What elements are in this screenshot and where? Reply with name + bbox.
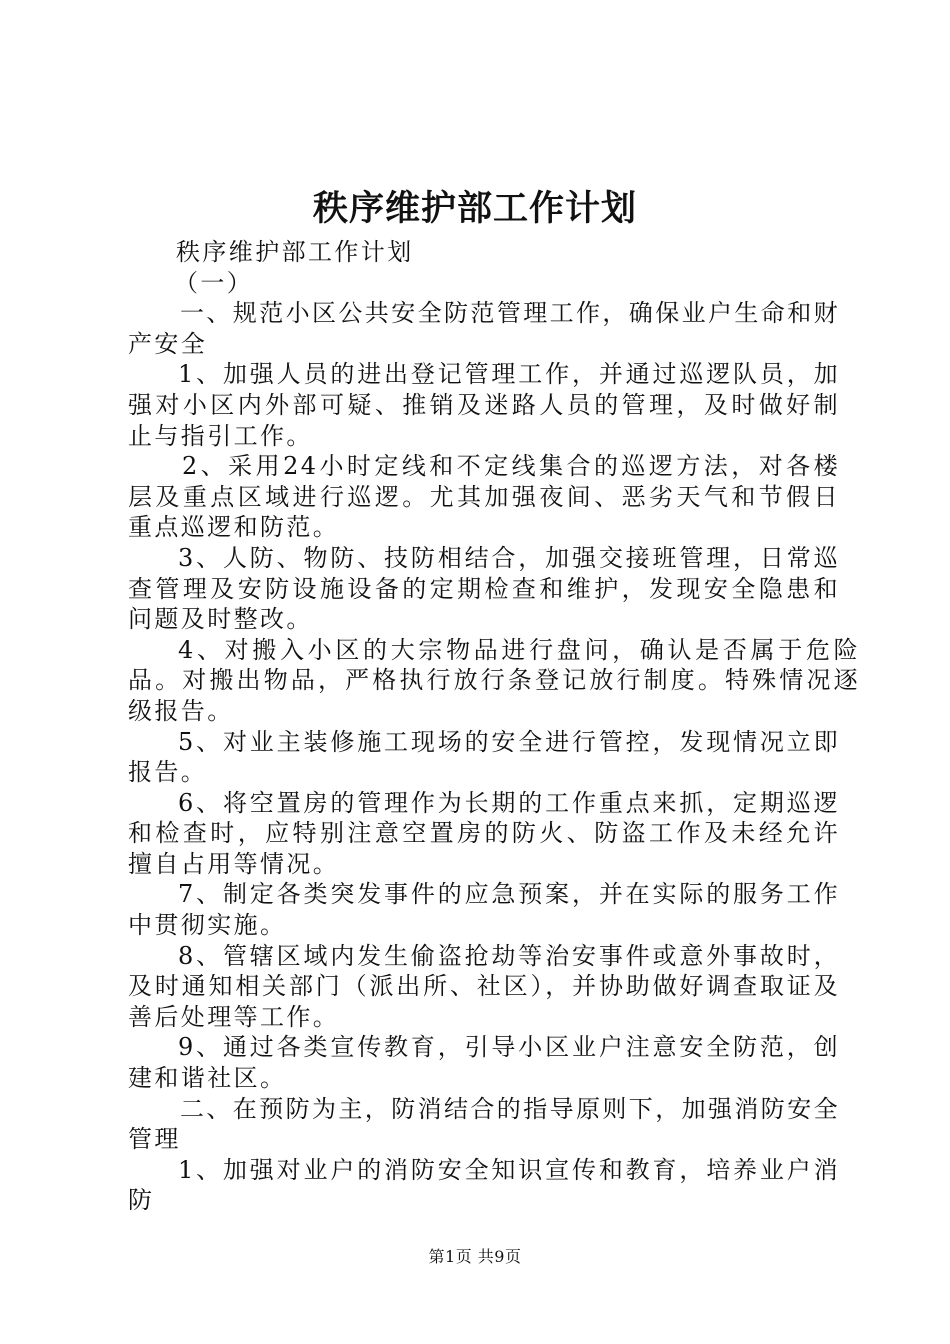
section-heading-2: 二、在预防为主，防消结合的指导原则下，加强消防安全管理 <box>128 1094 840 1154</box>
document-subtitle: 秩序维护部工作计划 <box>176 238 414 266</box>
paragraph-item-10: 1、加强对业户的消防安全知识宣传和教育，培养业户消防 <box>128 1155 840 1215</box>
paragraph-item-3: 3、人防、物防、技防相结合，加强交接班管理，日常巡查管理及安防设施设备的定期检查和维护，发现安全隐患和问题及时整改。 <box>128 543 840 634</box>
paragraph-item-7: 7、制定各类突发事件的应急预案，并在实际的服务工作中贯彻实施。 <box>128 880 840 940</box>
paragraph-item-1: 1、加强人员的进出登记管理工作，并通过巡逻队员，加强对小区内外部可疑、推销及迷路人员的管理，及时做好制止与指引工作。 <box>128 360 840 450</box>
paragraph-item-5: 5、对业主装修施工现场的安全进行管控，发现情况立即报告。 <box>128 727 840 787</box>
paragraph-item-6: 6、将空置房的管理作为长期的工作重点来抓，定期巡逻和检查时，应特别注意空置房的防火、防盗工作及未经允许擅自占用等情况。 <box>128 788 840 878</box>
page-title: 秩序维护部工作计划 <box>312 188 637 229</box>
paragraph-item-9: 9、通过各类宣传教育，引导小区业户注意安全防范，创建和谐社区。 <box>128 1033 840 1093</box>
section-marker: （一） <box>174 268 254 297</box>
document-body <box>128 237 860 1216</box>
paragraph-item-4: 4、对搬入小区的大宗物品进行盘问，确认是否属于危险品。对搬出物品，严格执行放行条登记放行制度。特殊情况逐级报告。 <box>128 635 860 725</box>
paragraph-item-8: 8、管辖区域内发生偷盗抢劫等治安事件或意外事故时，及时通知相关部门（派出所、社区），并协助做好调查取证及善后处理等工作。 <box>128 941 840 1031</box>
page-number-footer: 第1页 共9页 <box>428 1247 522 1266</box>
section-heading-1: 一、规范小区公共安全防范管理工作，确保业户生命和财产安全 <box>128 299 840 358</box>
paragraph-item-2: 2、采用24小时定线和不定线集合的巡逻方法，对各楼层及重点区域进行巡逻。尤其加强夜间、恶劣天气和节假日重点巡逻和防范。 <box>128 452 840 542</box>
